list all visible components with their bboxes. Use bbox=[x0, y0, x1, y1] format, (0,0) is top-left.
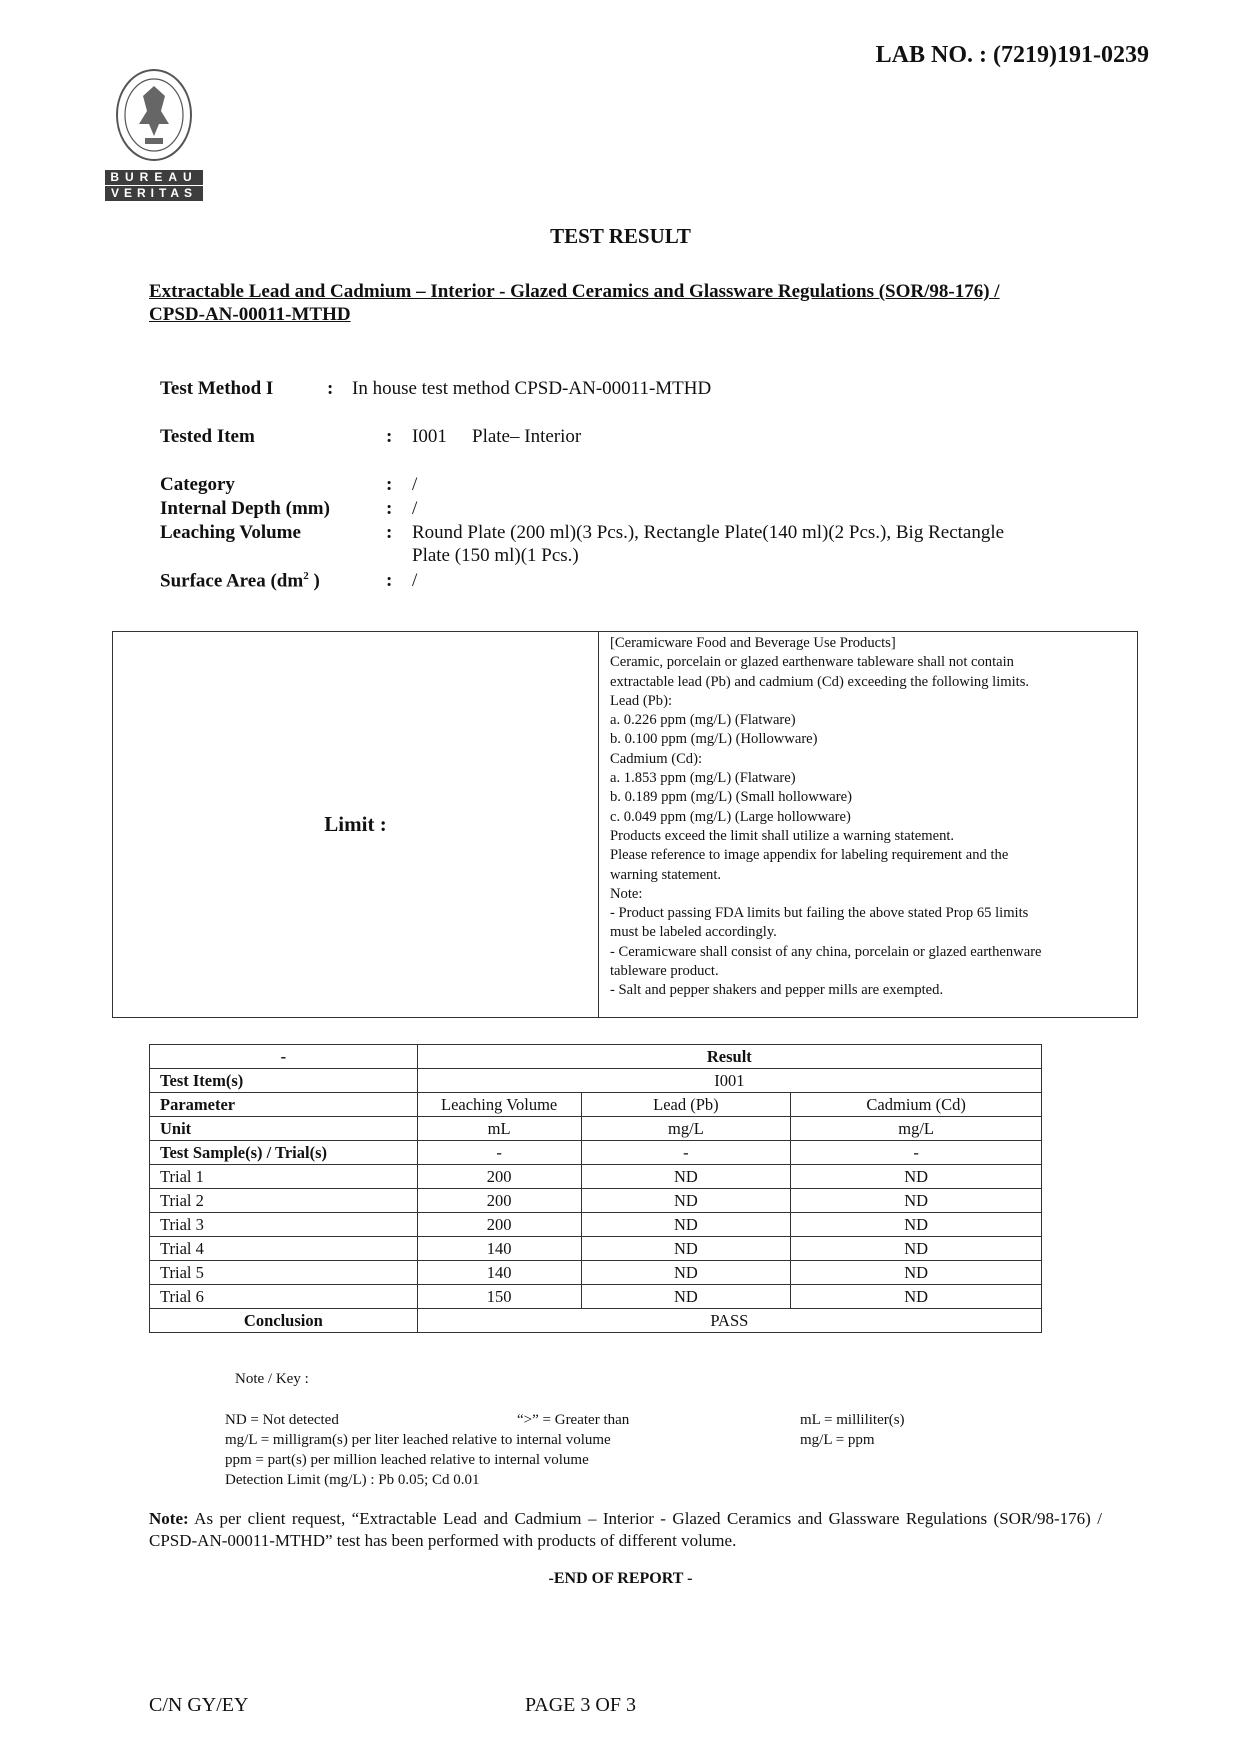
limit-line: - Product passing FDA limits but failing the above stated Prop 65 limits bbox=[610, 905, 1029, 922]
key-item: mg/L = ppm bbox=[800, 1432, 875, 1448]
trial-cd-cell: ND bbox=[791, 1189, 1042, 1213]
info-block bbox=[160, 378, 1120, 598]
limit-text bbox=[610, 634, 1130, 1001]
test-subtitle bbox=[149, 280, 1109, 326]
parameter-cadmium: Cadmium (Cd) bbox=[791, 1093, 1042, 1117]
limit-line: must be labeled accordingly. bbox=[610, 924, 777, 941]
sample-volume: - bbox=[417, 1141, 581, 1165]
limit-line: Cadmium (Cd): bbox=[610, 750, 703, 767]
limit-line: tableware product. bbox=[610, 963, 719, 980]
trial-volume-cell: 140 bbox=[417, 1237, 581, 1261]
tested-item-value: Plate– Interior bbox=[472, 426, 582, 447]
limit-line: - Salt and pepper shakers and pepper mills are exempted. bbox=[610, 982, 944, 999]
table-row bbox=[150, 1141, 1042, 1165]
trial-name-cell: Trial 6 bbox=[150, 1285, 418, 1309]
trial-name-cell: Trial 5 bbox=[150, 1261, 418, 1285]
table-row bbox=[150, 1165, 1042, 1189]
leaching-volume-value-line1: Round Plate (200 ml)(3 Pcs.), Rectangle Plate(140 ml)(2 Pcs.), Big Rectangle bbox=[412, 522, 1005, 543]
internal-depth-colon: : bbox=[386, 498, 393, 519]
limit-line: a. 1.853 ppm (mg/L) (Flatware) bbox=[610, 770, 796, 787]
conclusion-label: Conclusion bbox=[150, 1309, 418, 1333]
parameter-lead: Lead (Pb) bbox=[581, 1093, 791, 1117]
limit-line: b. 0.100 ppm (mg/L) (Hollowware) bbox=[610, 731, 818, 748]
trial-cd-cell: ND bbox=[791, 1285, 1042, 1309]
limit-line: b. 0.189 ppm (mg/L) (Small hollowware) bbox=[610, 789, 852, 806]
limit-line: [Ceramicware Food and Beverage Use Products] bbox=[610, 635, 896, 651]
limit-label: Limit : bbox=[113, 632, 599, 1017]
trial-volume-cell: 150 bbox=[417, 1285, 581, 1309]
key-item: mL = milliliter(s) bbox=[800, 1412, 905, 1428]
trial-name-cell: Trial 2 bbox=[150, 1189, 418, 1213]
trial-cd-cell: ND bbox=[791, 1213, 1042, 1237]
trial-pb-cell: ND bbox=[581, 1165, 791, 1189]
results-table bbox=[149, 1044, 1042, 1333]
key-column-2 bbox=[517, 1410, 629, 1430]
test-method-value: In house test method CPSD-AN-00011-MTHD bbox=[352, 378, 712, 399]
note-label: Note: bbox=[149, 1509, 189, 1528]
footer-cn: C/N GY/EY bbox=[149, 1694, 249, 1716]
limit-line: Please reference to image appendix for labeling requirement and the bbox=[610, 847, 1009, 864]
footer-page: PAGE 3 OF 3 bbox=[525, 1694, 636, 1716]
limit-line: a. 0.226 ppm (mg/L) (Flatware) bbox=[610, 712, 796, 729]
conclusion-value: PASS bbox=[417, 1309, 1041, 1333]
table-row bbox=[150, 1309, 1042, 1333]
internal-depth-label: Internal Depth (mm) bbox=[160, 498, 330, 519]
category-colon: : bbox=[386, 474, 393, 495]
tested-item-colon: : bbox=[386, 426, 393, 447]
limit-line: c. 0.049 ppm (mg/L) (Large hollowware) bbox=[610, 808, 851, 825]
limit-line: extractable lead (Pb) and cadmium (Cd) exceeding the following limits. bbox=[610, 673, 1030, 690]
trial-pb-cell: ND bbox=[581, 1189, 791, 1213]
table-row bbox=[150, 1189, 1042, 1213]
key-item: ppm = part(s) per million leached relative to internal volume bbox=[225, 1452, 589, 1468]
table-row bbox=[150, 1117, 1042, 1141]
table-row bbox=[150, 1069, 1042, 1093]
leaching-volume-colon: : bbox=[386, 522, 393, 543]
table-row bbox=[150, 1093, 1042, 1117]
limit-line: warning statement. bbox=[610, 866, 722, 883]
category-value: / bbox=[412, 474, 418, 495]
trial-volume-cell: 200 bbox=[417, 1165, 581, 1189]
tested-item-label: Tested Item bbox=[160, 426, 255, 447]
unit-lead: mg/L bbox=[581, 1117, 791, 1141]
trial-volume-cell: 200 bbox=[417, 1213, 581, 1237]
trial-pb-cell: ND bbox=[581, 1285, 791, 1309]
trial-cd-cell: ND bbox=[791, 1261, 1042, 1285]
table-row bbox=[150, 1261, 1042, 1285]
surface-area-label: Surface Area ($dm^2$ ) bbox=[160, 570, 320, 592]
subtitle-line-2: CPSD-AN-00011-MTHD bbox=[149, 304, 351, 325]
sample-lead: - bbox=[581, 1141, 791, 1165]
key-item: mg/L = milligram(s) per liter leached relative to internal volume bbox=[225, 1432, 611, 1448]
key-column-3 bbox=[800, 1410, 905, 1450]
sample-cadmium: - bbox=[791, 1141, 1042, 1165]
table-row bbox=[150, 1285, 1042, 1309]
trial-cd-cell: ND bbox=[791, 1165, 1042, 1189]
key-item: Detection Limit (mg/L) : Pb 0.05; Cd 0.01 bbox=[225, 1472, 480, 1488]
trial-pb-cell: ND bbox=[581, 1213, 791, 1237]
unit-label: Unit bbox=[150, 1117, 418, 1141]
trial-name-cell: Trial 1 bbox=[150, 1165, 418, 1189]
test-method-colon: : bbox=[327, 378, 334, 399]
table-row bbox=[150, 1237, 1042, 1261]
limit-line: Ceramic, porcelain or glazed earthenware tableware shall not contain bbox=[610, 654, 1014, 671]
internal-depth-value: / bbox=[412, 498, 418, 519]
lab-number: LAB NO. : (7219)191-0239 bbox=[875, 42, 1149, 68]
test-method-label: Test Method I bbox=[160, 378, 274, 399]
logo-word-veritas: VERITAS bbox=[110, 186, 198, 200]
limit-line: - Ceramicware shall consist of any china, porcelain or glazed earthenware bbox=[610, 943, 1042, 960]
trial-volume-cell: 200 bbox=[417, 1189, 581, 1213]
unit-cadmium: mg/L bbox=[791, 1117, 1042, 1141]
surface-area-value: / bbox=[412, 570, 418, 591]
client-note bbox=[149, 1508, 1102, 1552]
note-key-title: Note / Key : bbox=[235, 1371, 309, 1387]
leaching-volume-value-line2: Plate (150 ml)(1 Pcs.) bbox=[412, 545, 579, 566]
key-item: “>” = Greater than bbox=[517, 1412, 630, 1428]
samples-label: Test Sample(s) / Trial(s) bbox=[150, 1141, 418, 1165]
subtitle-line-1: Extractable Lead and Cadmium – Interior - Glazed Ceramics and Glassware Regulations (SOR/98-176) / bbox=[149, 281, 1000, 302]
tested-item-code: I001 bbox=[412, 426, 447, 447]
header-result: Result bbox=[417, 1045, 1041, 1069]
trial-volume-cell: 140 bbox=[417, 1261, 581, 1285]
parameter-volume: Leaching Volume bbox=[417, 1093, 581, 1117]
trial-pb-cell: ND bbox=[581, 1261, 791, 1285]
trial-name-cell: Trial 3 bbox=[150, 1213, 418, 1237]
table-row bbox=[150, 1045, 1042, 1069]
test-item-value: I001 bbox=[417, 1069, 1041, 1093]
page-title: TEST RESULT bbox=[550, 224, 691, 248]
trial-name-cell: Trial 4 bbox=[150, 1237, 418, 1261]
limit-line: Note: bbox=[610, 885, 643, 902]
trial-pb-cell: ND bbox=[581, 1237, 791, 1261]
parameter-label: Parameter bbox=[150, 1093, 418, 1117]
limit-box bbox=[112, 631, 1138, 1018]
logo-word-bureau: BUREAU bbox=[110, 170, 198, 184]
header-dash: - bbox=[150, 1045, 418, 1069]
table-row bbox=[150, 1213, 1042, 1237]
end-of-report: -END OF REPORT - bbox=[548, 1570, 693, 1587]
leaching-volume-label: Leaching Volume bbox=[160, 522, 301, 543]
key-item: ND = Not detected bbox=[225, 1412, 339, 1428]
limit-line: Lead (Pb): bbox=[610, 692, 673, 709]
note-text: As per client request, “Extractable Lead and Cadmium – Interior - Glazed Ceramics and Glassware Regulations (SOR/98-176) / CPSD-AN-00011-MTHD” test has been performed with products of different volume. bbox=[149, 1509, 1102, 1550]
category-label: Category bbox=[160, 474, 235, 495]
unit-volume: mL bbox=[417, 1117, 581, 1141]
surface-area-colon: : bbox=[386, 570, 393, 591]
trial-cd-cell: ND bbox=[791, 1237, 1042, 1261]
limit-line: Products exceed the limit shall utilize a warning statement. bbox=[610, 827, 955, 844]
test-items-label: Test Item(s) bbox=[150, 1069, 418, 1093]
